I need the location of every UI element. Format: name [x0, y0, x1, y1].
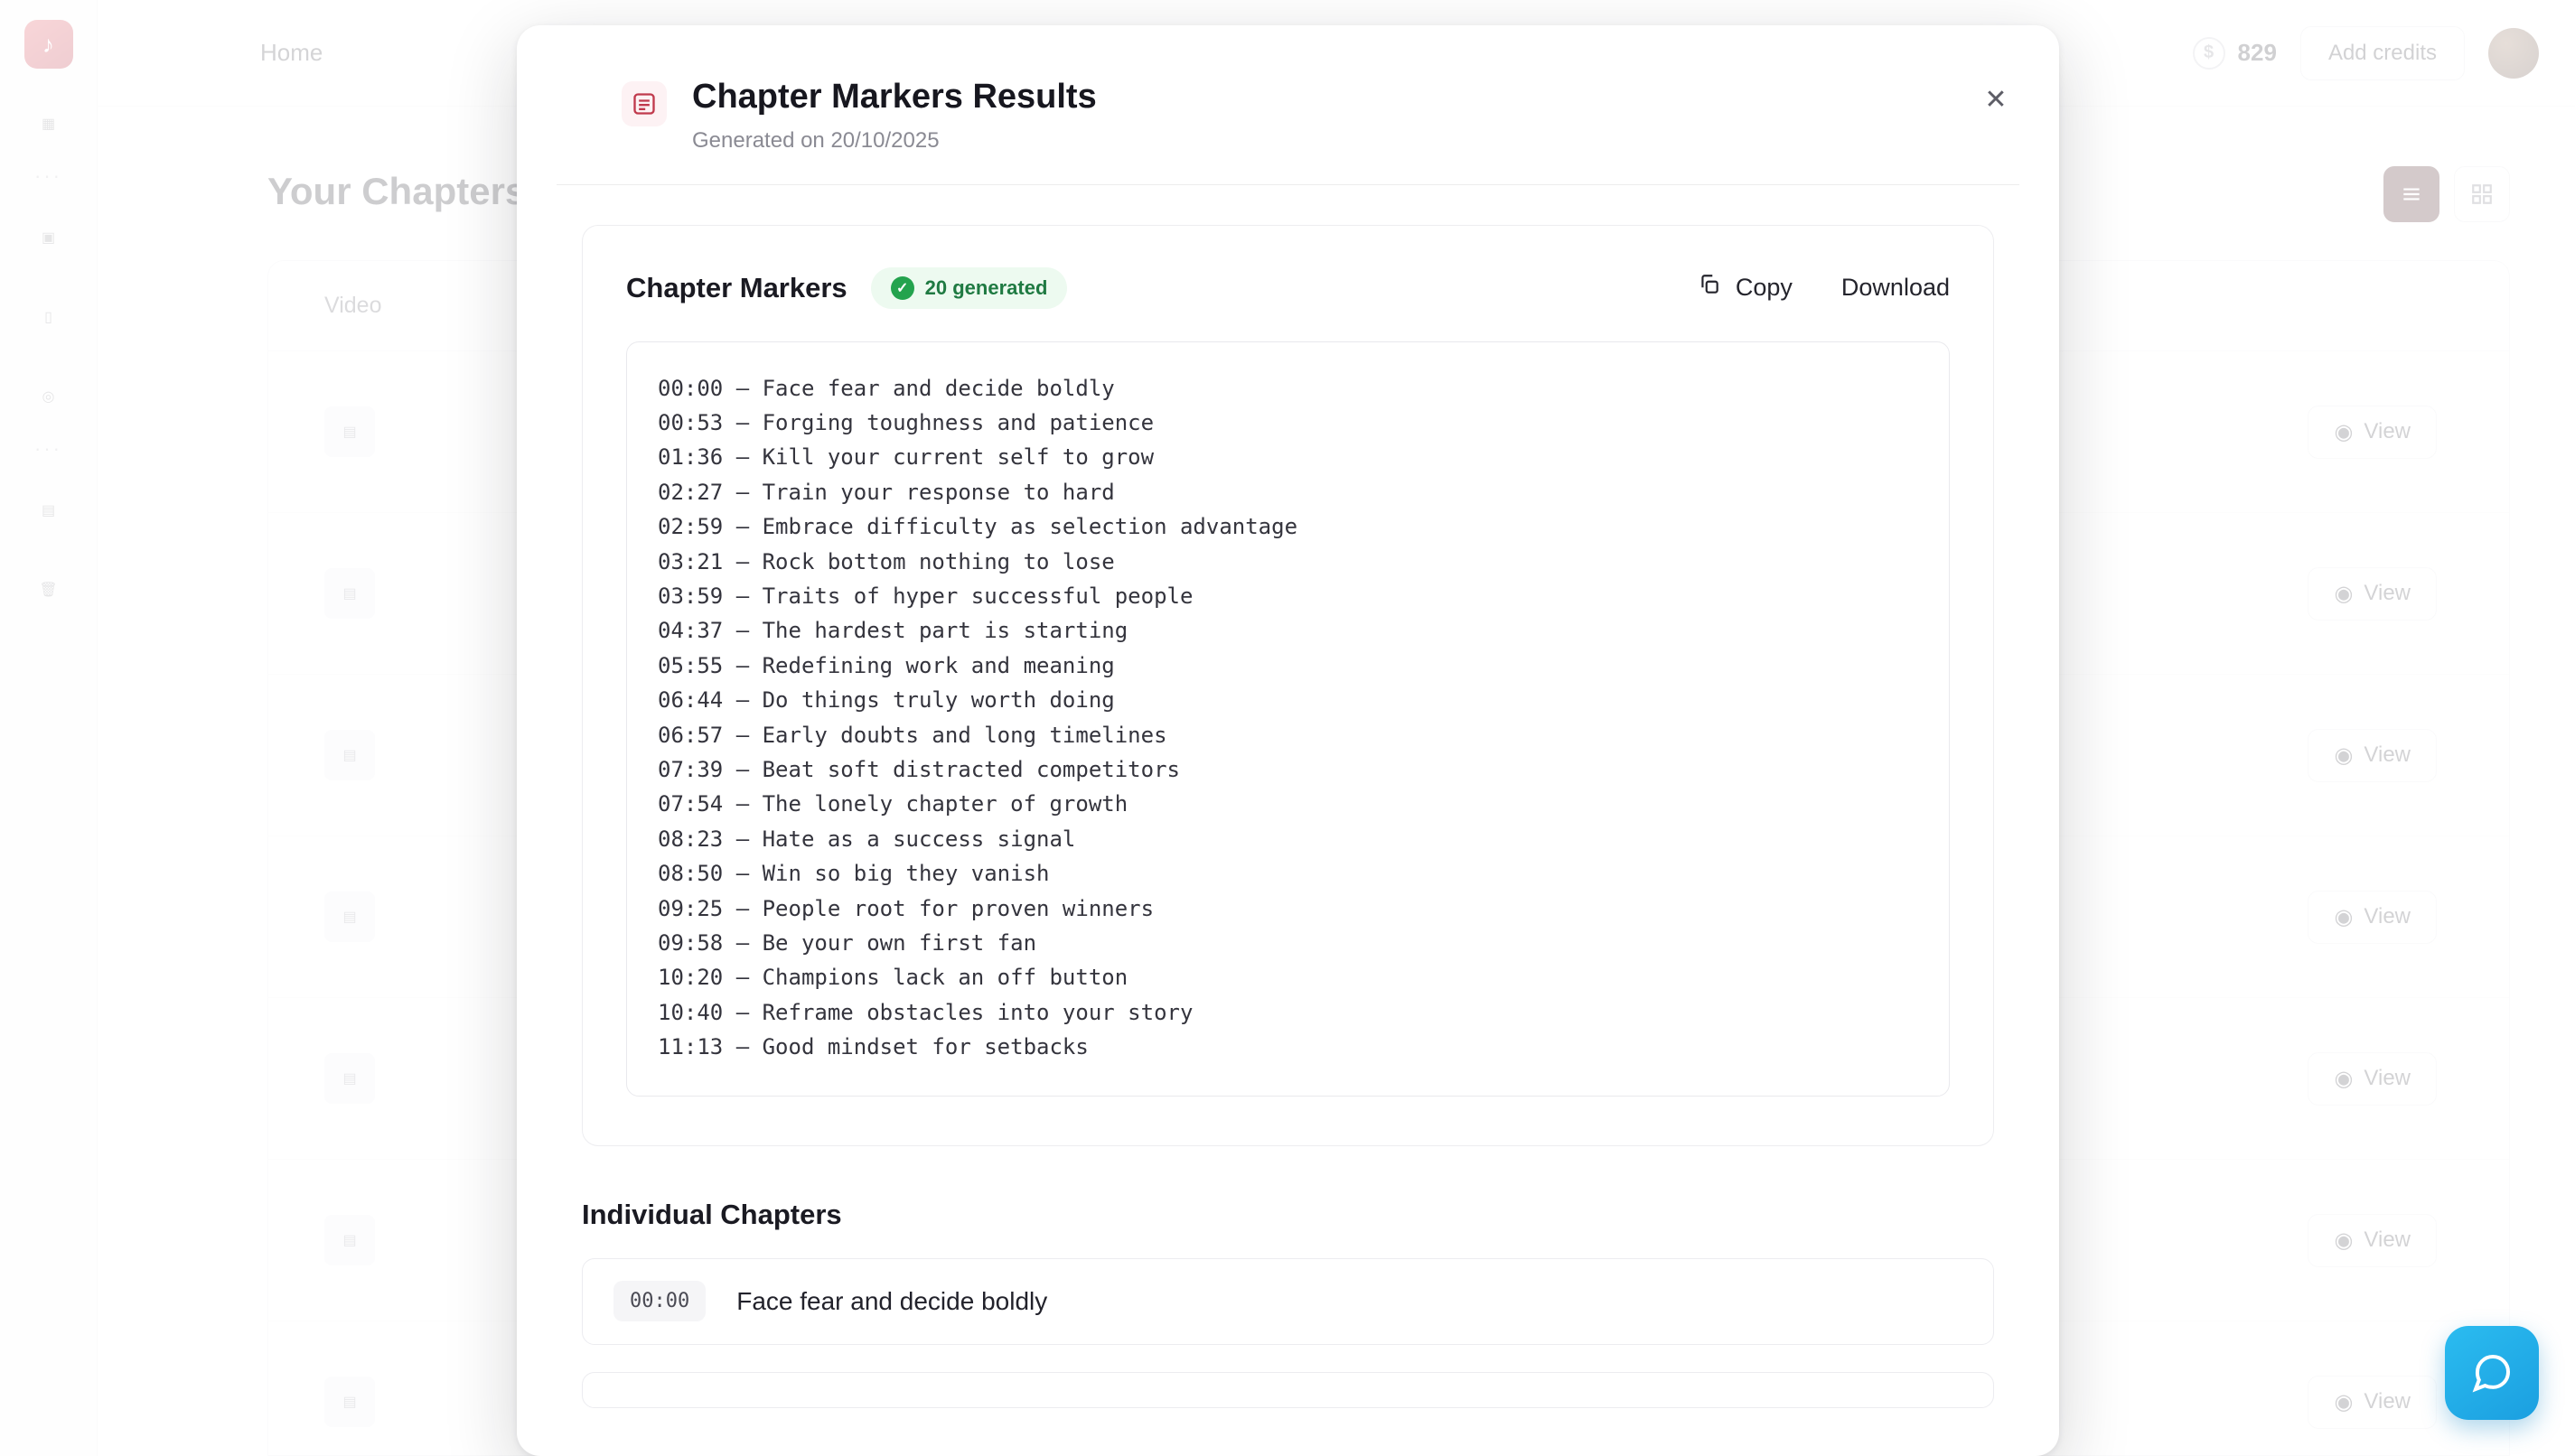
chapter-line: 06:44 — Do things truly worth doing [658, 687, 1115, 714]
status-badge-label: 20 generated [924, 275, 1048, 299]
modal-title: Chapter Markers Results [692, 78, 1097, 116]
chapter-markers-panel [582, 225, 1994, 1146]
modal-title-group [692, 76, 1097, 154]
chapter-line: 00:53 — Forging toughness and patience [658, 409, 1155, 435]
chapter-title: Face fear and decide boldly [736, 1286, 1048, 1315]
close-icon[interactable]: ✕ [1972, 76, 2019, 123]
chapter-line: 10:20 — Champions lack an off button [658, 965, 1128, 991]
list-item[interactable] [582, 1258, 1994, 1345]
chapter-line: 04:37 — The hardest part is starting [658, 618, 1128, 644]
chapter-line: 10:40 — Reframe obstacles into your story [658, 999, 1194, 1025]
document-icon [622, 81, 667, 126]
copy-button[interactable] [1698, 273, 1793, 303]
chat-widget-button[interactable] [2445, 1326, 2539, 1420]
modal-subtitle: Generated on 20/10/2025 [692, 127, 940, 153]
chapter-line: 03:59 — Traits of hyper successful people [658, 583, 1194, 609]
copy-icon [1698, 273, 1721, 303]
chapter-markers-textbox[interactable] [626, 341, 1950, 1097]
chapter-line: 11:13 — Good mindset for setbacks [658, 1034, 1089, 1060]
individual-chapters-title: Individual Chapters [582, 1198, 842, 1230]
chapter-line: 01:36 — Kill your current self to grow [658, 444, 1155, 471]
download-button-label: Download [1840, 274, 1950, 301]
chapter-line: 02:59 — Embrace difficulty as selection advantage [658, 514, 1298, 540]
panel-title: Chapter Markers [626, 271, 847, 303]
copy-button-label: Copy [1735, 274, 1793, 301]
chapter-line: 02:27 — Train your response to hard [658, 479, 1115, 505]
chapter-line: 08:23 — Hate as a success signal [658, 826, 1076, 852]
check-icon: ✓ [891, 276, 914, 300]
chapter-line: 00:00 — Face fear and decide boldly [658, 375, 1115, 401]
list-item[interactable] [582, 1372, 1994, 1408]
download-button[interactable] [1841, 274, 1950, 302]
chapter-line: 05:55 — Redefining work and meaning [658, 652, 1115, 678]
chapter-timestamp: 00:00 [613, 1281, 706, 1321]
status-badge [871, 267, 1068, 309]
chapter-line: 08:50 — Win so big they vanish [658, 861, 1050, 887]
chapter-line: 09:58 — Be your own first fan [658, 930, 1037, 956]
chat-icon [2470, 1351, 2514, 1395]
chapter-line: 09:25 — People root for proven winners [658, 895, 1155, 921]
chapter-line: 06:57 — Early doubts and long timelines [658, 722, 1167, 748]
panel-header [626, 267, 1950, 309]
chapter-line: 03:21 — Rock bottom nothing to lose [658, 548, 1115, 574]
chapter-line: 07:39 — Beat soft distracted competitors [658, 756, 1180, 782]
modal-header [557, 25, 2019, 185]
chapter-line: 07:54 — The lonely chapter of growth [658, 791, 1128, 817]
modal-body [517, 185, 2059, 1453]
chapter-markers-modal [517, 25, 2059, 1456]
panel-actions [1698, 273, 1950, 303]
